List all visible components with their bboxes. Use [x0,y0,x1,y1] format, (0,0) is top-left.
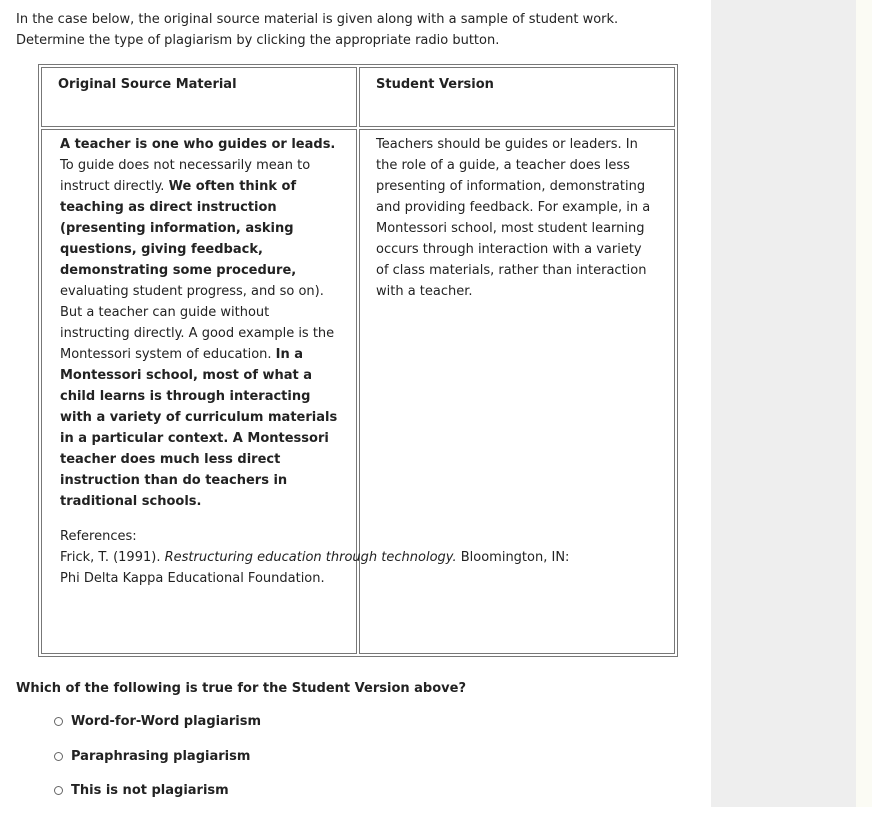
comparison-table [38,64,678,657]
instructions [16,9,618,51]
source-segment-bold: We often think of teaching as direct instruction (presenting information, asking questions, giving feedback, demonstrating some procedure, [60,179,297,278]
student-version-cell [359,129,675,654]
source-segment-bold: A teacher is one who guides or leads. [60,137,336,152]
question-prompt: Which of the following is true for the Student Version above? [16,681,466,696]
option-label[interactable]: This is not plagiarism [71,783,229,798]
content-row [41,129,675,654]
student-version-text: Teachers should be guides or leaders. In the role of a guide, a teacher does less presenting of information, demonstrating and providing feedback. For example, in a Montessori school, most student learning occurs through interaction with a variety of class materials, rather than interaction with a teacher. [376,137,651,299]
original-source-text [60,134,342,512]
option-not-plagiarism[interactable] [54,780,261,801]
instructions-line-1: In the case below, the original source material is given along with a sample of student work. [16,12,619,27]
option-word-for-word[interactable] [54,711,261,732]
instructions-line-2: Determine the type of plagiarism by clicking the appropriate radio button. [16,33,500,48]
right-sidebar [711,0,856,807]
original-source-header: Original Source Material [41,67,357,127]
student-version-header: Student Version [359,67,675,127]
citation-prefix: Frick, T. (1991). [60,550,165,565]
citation-line-1 [60,547,570,568]
citation-suffix: Bloomington, IN: [456,550,570,565]
references [60,526,570,589]
radio-button[interactable] [54,717,63,726]
source-segment: evaluating student progress, and so on). But a teacher can guide without instructing directly. A good example is the Montessori system of education. [60,284,335,362]
option-label[interactable]: Word-for-Word plagiarism [71,714,261,729]
header-row [41,67,675,127]
option-paraphrasing[interactable] [54,746,261,767]
source-segment: To guide does not necessarily mean to instruct directly. [60,158,311,194]
citation-publisher: Phi Delta Kappa Educational Foundation. [60,571,325,586]
option-label[interactable]: Paraphrasing plagiarism [71,748,251,764]
answer-options [54,711,261,815]
page-edge [856,0,872,807]
radio-button[interactable] [54,786,63,795]
radio-button[interactable] [54,752,63,761]
source-segment-bold: In a Montessori school, most of what a child learns is through interacting with a variety of curriculum materials in a particular context. A Montessori teacher does much less direct instruction than do teachers in traditional schools. [60,347,338,509]
citation-title: Restructuring education through technology. [164,550,457,565]
references-label: References: [60,529,137,544]
